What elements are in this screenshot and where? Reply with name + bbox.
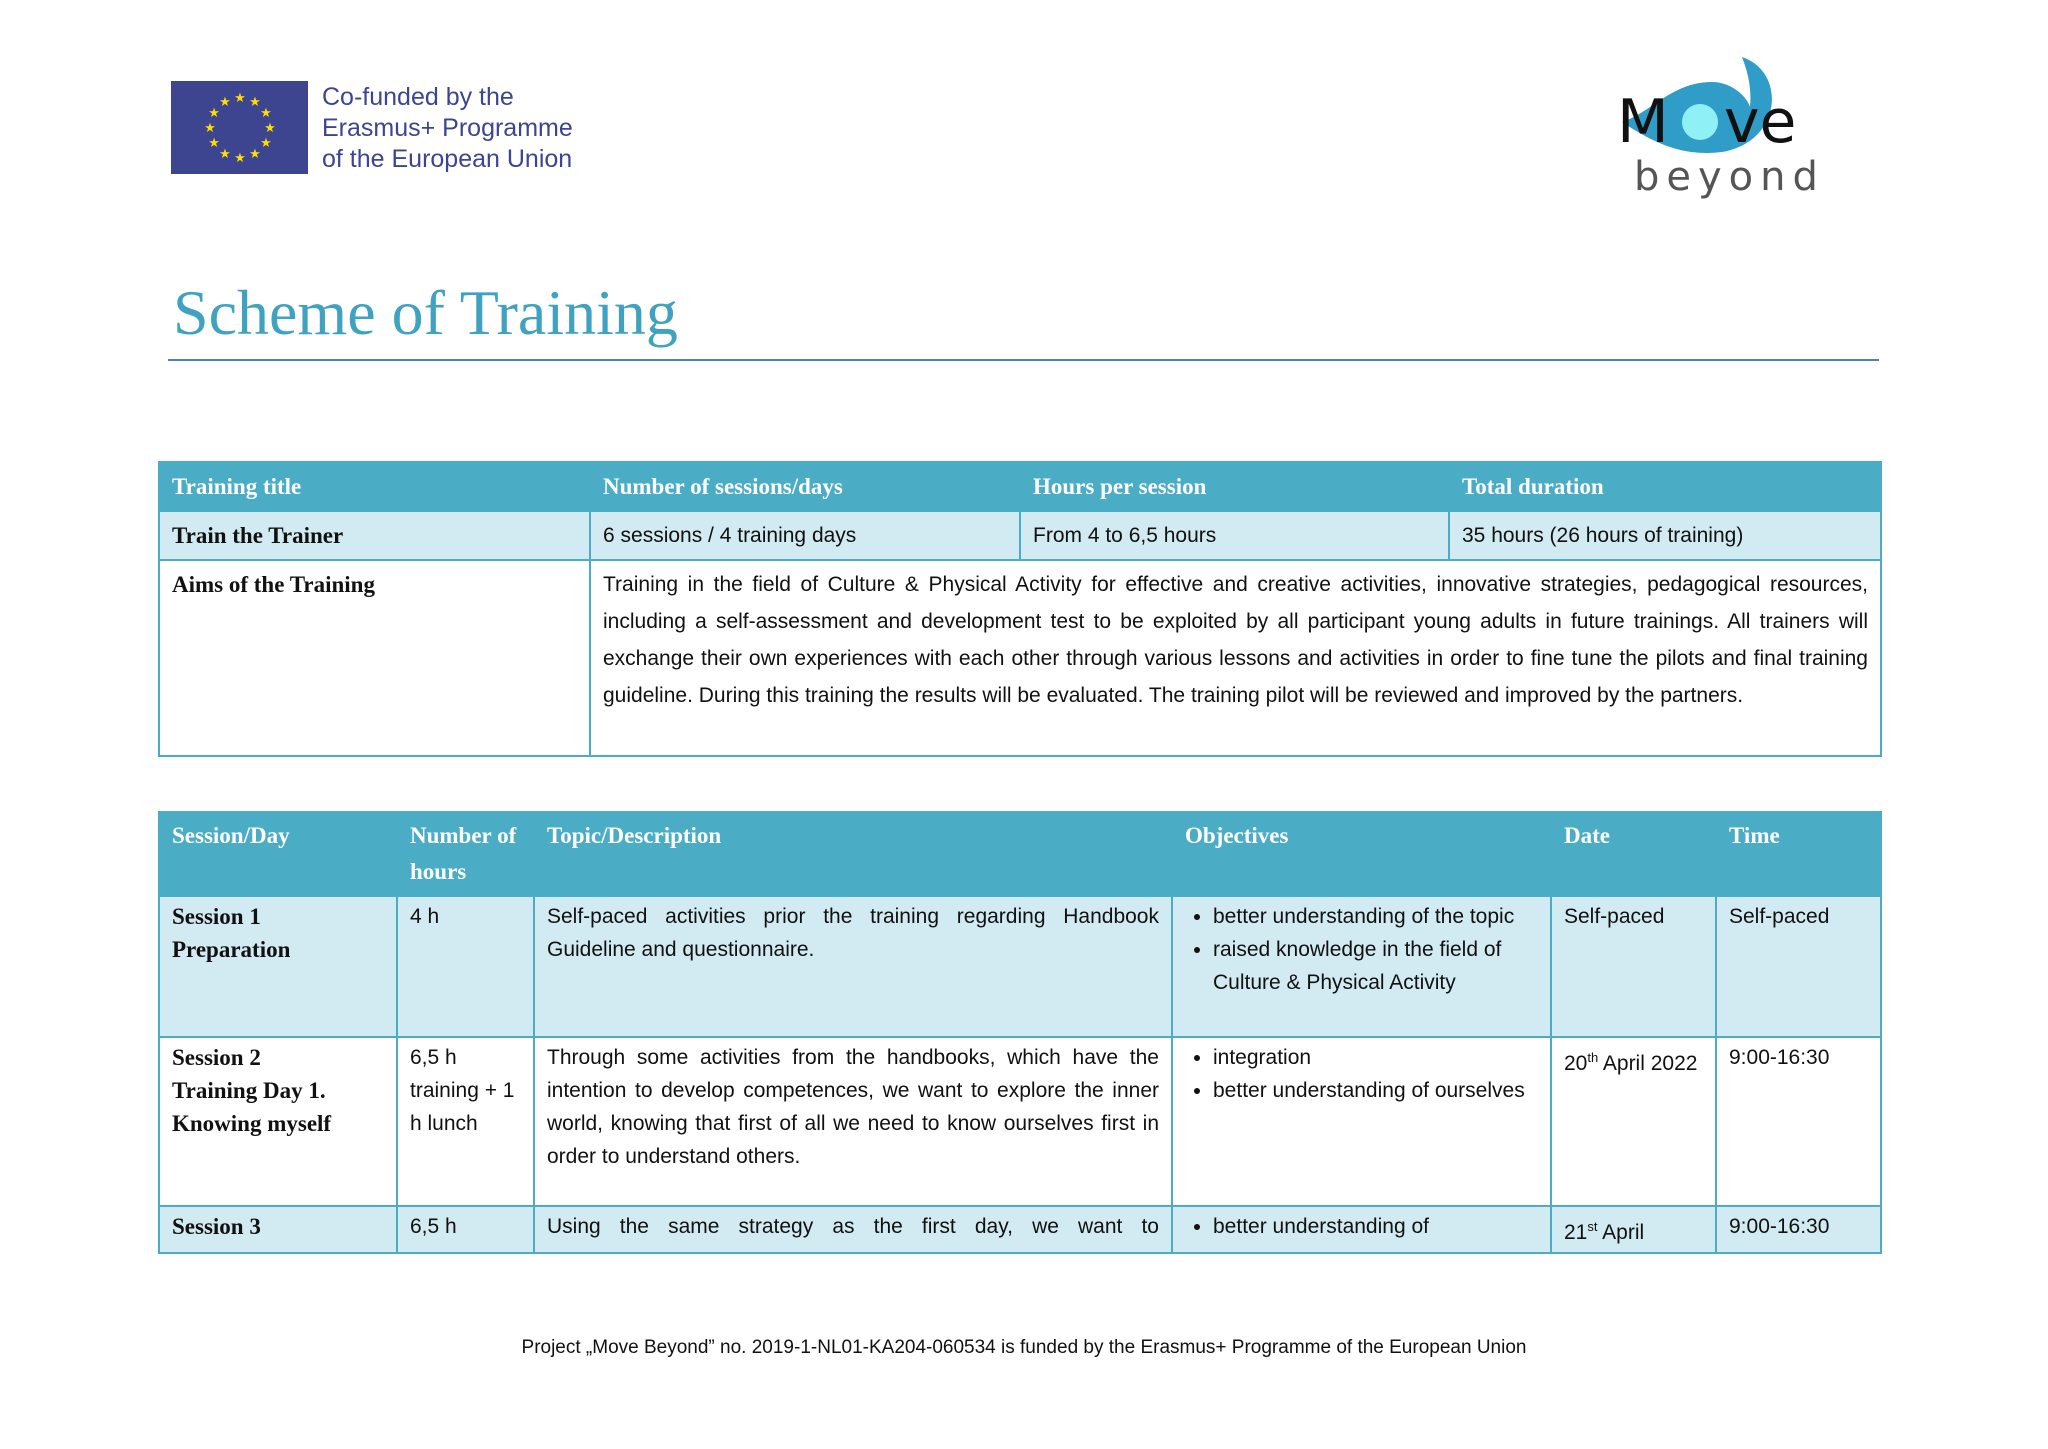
session-row (159, 1037, 1881, 1206)
time-cell: 9:00-16:30 (1716, 1206, 1881, 1253)
eu-star-icon: ★ (208, 105, 220, 120)
overview-table (158, 461, 1882, 757)
move-beyond-logo (1612, 52, 1825, 200)
eu-star-icon: ★ (219, 94, 231, 110)
eu-star-icon: ★ (208, 135, 220, 150)
eu-star-icon: ★ (260, 105, 272, 120)
session-row (159, 1206, 1881, 1253)
eu-text-line: of the European Union (322, 145, 573, 173)
hours-cell: 6,5 h training + 1 h lunch (397, 1037, 534, 1206)
date-cell (1551, 1206, 1716, 1253)
date-suffix: th (1587, 1050, 1599, 1065)
eu-star-icon: ★ (260, 135, 272, 150)
total-duration: 35 hours (26 hours of training) (1449, 511, 1881, 560)
header-cell: Objectives (1172, 812, 1551, 896)
header-cell: Session/Day (159, 812, 397, 896)
objective-item: • raised knowledge in the field of Culture & Physical Activity (1213, 933, 1538, 999)
date-rest: April (1597, 1221, 1645, 1244)
hours-cell: 4 h (397, 896, 534, 1037)
header-cell: Training title (159, 462, 590, 511)
footer-text: Project „Move Beyond” no. 2019-1-NL01-KA204-060534 is funded by the Erasmus+ Programme of the European Union (521, 1337, 1527, 1358)
objectives-cell (1172, 896, 1551, 1037)
date-cell (1551, 1037, 1716, 1206)
session-name: Preparation (172, 937, 291, 962)
date-cell: Self-paced (1551, 896, 1716, 1037)
date-day: 20 (1564, 1052, 1588, 1075)
header-cell: Time (1716, 812, 1881, 896)
header-cell: Topic/Description (534, 812, 1172, 896)
topic-cell: Self-paced activities prior the training regarding Handbook Guideline and questionnaire. (534, 896, 1172, 1037)
eu-star-icon: ★ (234, 150, 246, 165)
svg-text:ve: ve (1724, 87, 1797, 157)
session-cell (159, 1037, 397, 1206)
objectives-cell (1172, 1037, 1551, 1206)
date-suffix: st (1587, 1219, 1598, 1234)
eu-text-line: Co-funded by the (322, 83, 514, 111)
eu-star-icon: ★ (264, 120, 276, 135)
training-title: Train the Trainer (159, 511, 590, 560)
session-cell (159, 896, 397, 1037)
header-cell: Total duration (1449, 462, 1881, 511)
session-label: Session 2 (172, 1045, 261, 1070)
sessions-days: 6 sessions / 4 training days (590, 511, 1020, 560)
objective-item: • better understanding of the topic (1213, 900, 1538, 933)
date-day: 21 (1564, 1221, 1588, 1244)
eu-star-icon: ★ (234, 90, 246, 105)
aims-label: Aims of the Training (159, 560, 590, 756)
date-rest: April 2022 (1598, 1052, 1698, 1075)
session-label: Session 1 (172, 904, 261, 929)
objectives-cell (1172, 1206, 1551, 1253)
session-cell: Session 3 (159, 1206, 397, 1253)
topic-cell: Through some activities from the handbooks, which have the intention to develop competences, we want to explore the inner world, knowing that first of all we need to know ourselves first in order to understand others. (534, 1037, 1172, 1206)
header-cell: Number of sessions/days (590, 462, 1020, 511)
sessions-table (158, 811, 1882, 1254)
eu-star-icon: ★ (249, 94, 261, 110)
session-row (159, 896, 1881, 1037)
overview-header-row (159, 462, 1881, 511)
time-cell: 9:00-16:30 (1716, 1037, 1881, 1206)
aims-text: Training in the field of Culture & Physical Activity for effective and creative activities, innovative strategies, pedagogical resources, including a self-assessment and development test to be exploited by all participant young adults in future trainings. All trainers will exchange their own experiences with each other through various lessons and activities in order to fine tune the pilots and final training guideline. During this training the results will be evaluated. The training pilot will be reviewed and improved by the partners. (590, 560, 1881, 756)
eu-cofunded-text (322, 82, 573, 175)
overview-row (159, 511, 1881, 560)
hours-per-session: From 4 to 6,5 hours (1020, 511, 1449, 560)
header-cell: Date (1551, 812, 1716, 896)
hours-cell: 6,5 h (397, 1206, 534, 1253)
svg-text:M: M (1617, 87, 1669, 157)
page-title: Scheme of Training (173, 277, 678, 348)
title-divider (168, 359, 1879, 361)
objective-item: • better understanding of (1213, 1210, 1538, 1243)
header-cell: Hours per session (1020, 462, 1449, 511)
objective-item: • better understanding of ourselves (1213, 1074, 1538, 1107)
topic-cell: Using the same strategy as the first day, we want to (534, 1206, 1172, 1253)
header-cell: Number of hours (397, 812, 534, 896)
eu-star-icon: ★ (204, 120, 216, 135)
sessions-header-row (159, 812, 1881, 896)
time-cell: Self-paced (1716, 896, 1881, 1037)
eu-star-icon: ★ (249, 145, 261, 161)
eu-star-icon: ★ (219, 145, 231, 161)
session-name: Training Day 1. Knowing myself (172, 1078, 332, 1136)
eu-text-line: Erasmus+ Programme (322, 114, 573, 142)
objective-item: • integration (1213, 1041, 1538, 1074)
svg-text:beyond: beyond (1634, 154, 1825, 200)
eu-flag-logo (171, 81, 308, 174)
aims-row (159, 560, 1881, 756)
